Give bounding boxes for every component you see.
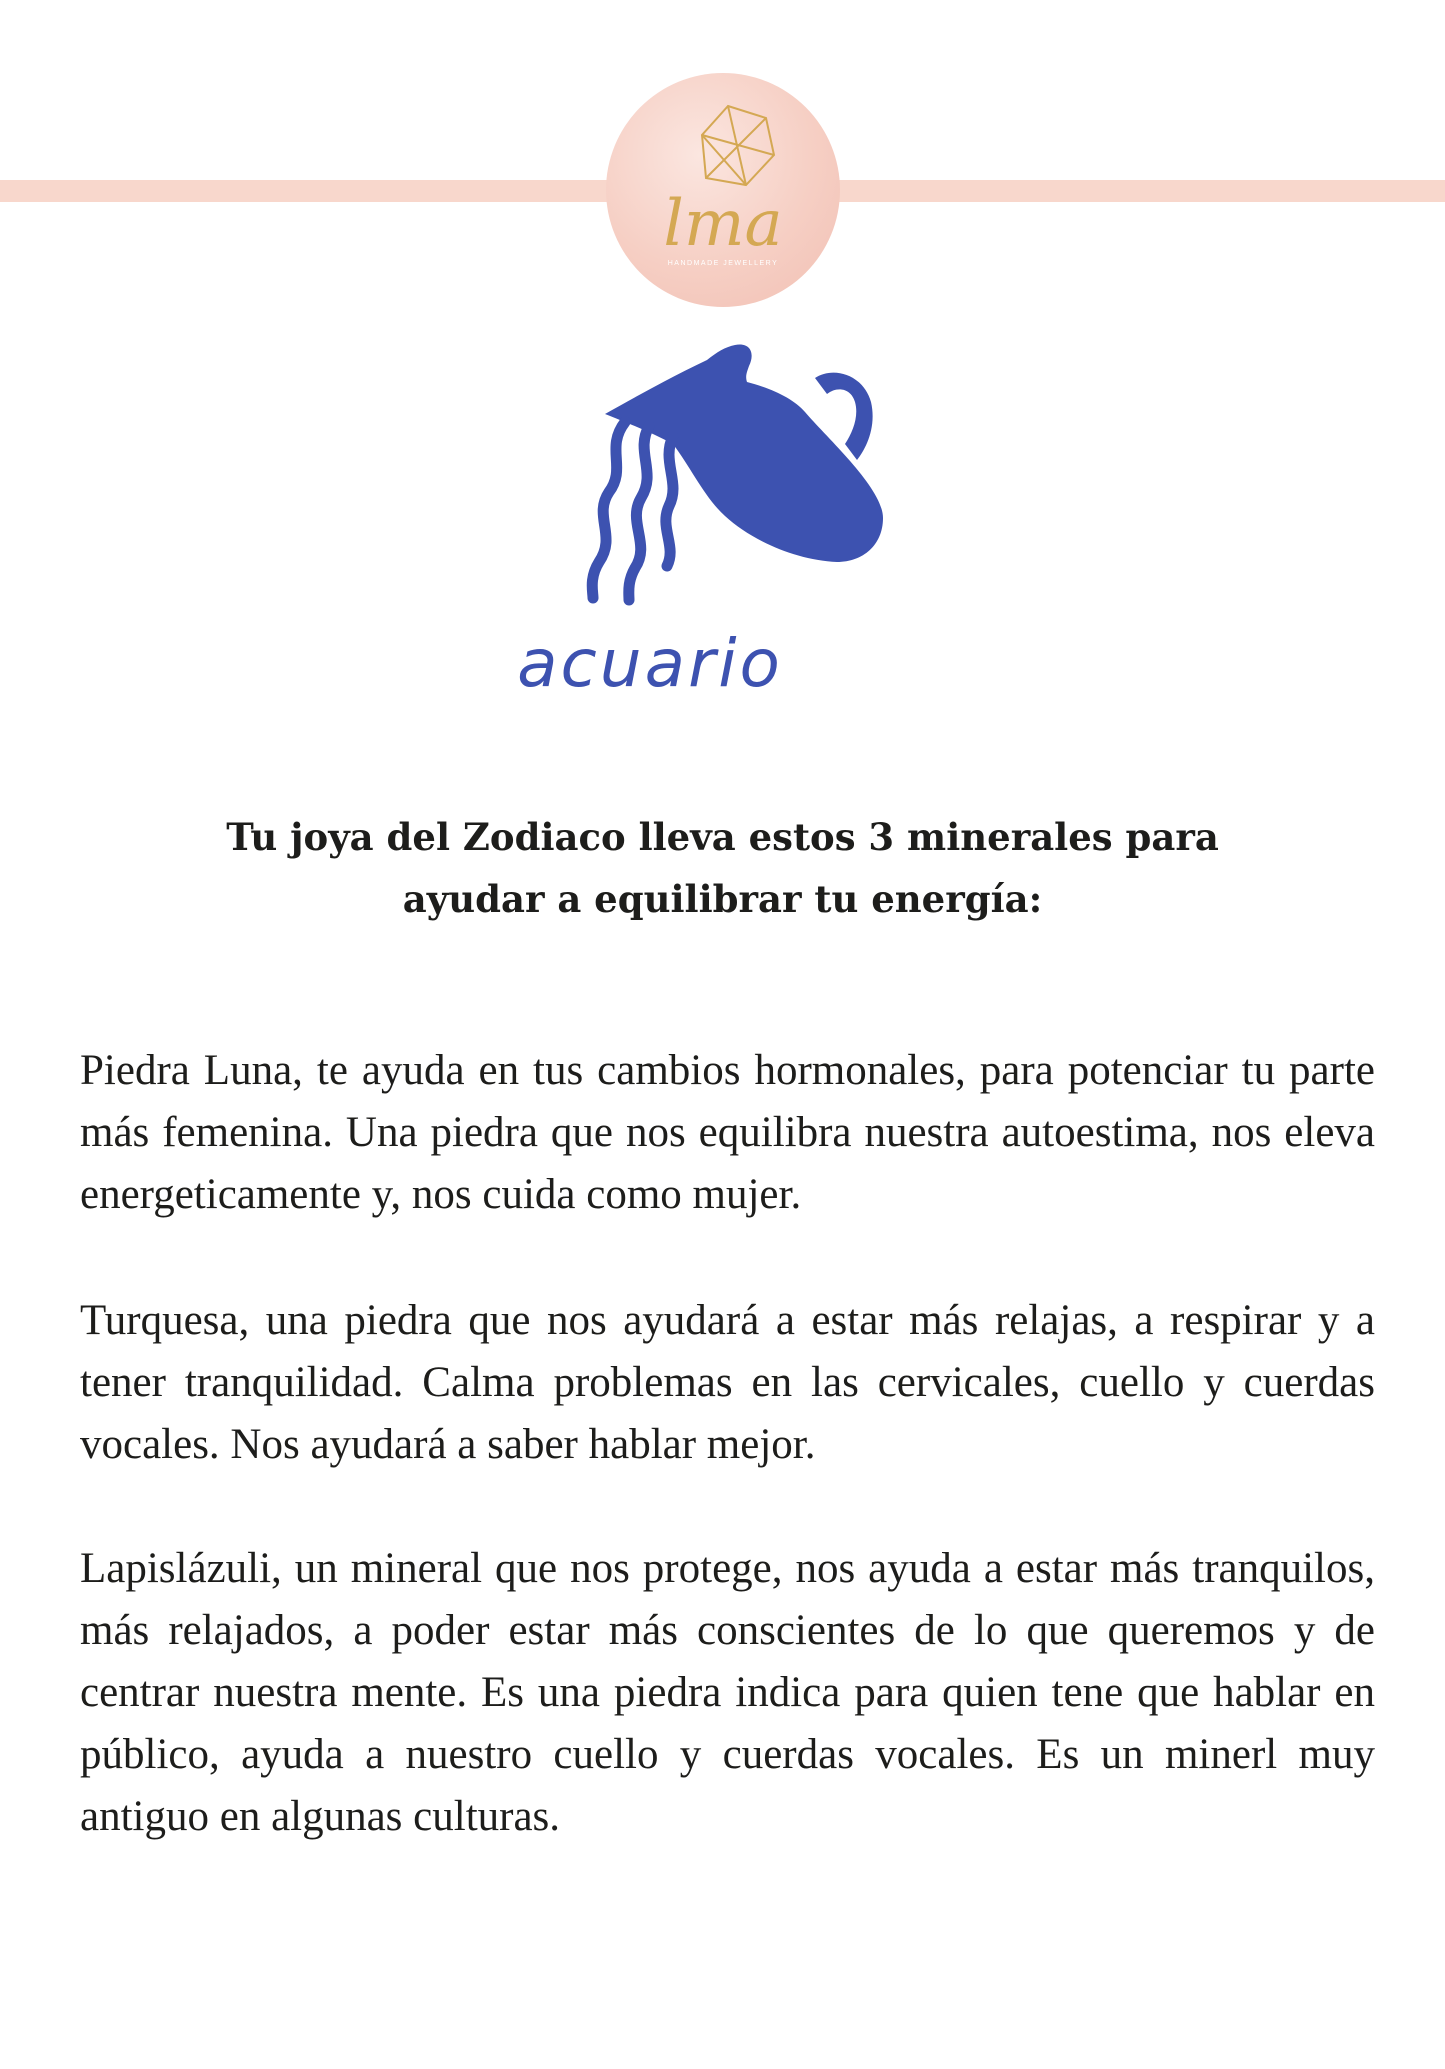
paragraph-piedra-luna: Piedra Luna, te ayuda en tus cambios hormonales, para potenciar tu parte más femenina. Una piedra que nos equilibra nuestra autoestima, nos eleva energeticamente y, nos cuida como mujer.	[80, 1047, 1375, 1218]
brand-logo	[606, 73, 840, 307]
zodiac-sign-name: acuario	[517, 625, 783, 702]
lma-script-logo	[606, 73, 840, 307]
paragraph-lapislazuli: Lapislázuli, un mineral que nos protege, nos ayuda a estar más tranquilos, más relajados, a poder estar más conscientes de lo que queremos y de centrar nuestra mente. Es una piedra indica para quien tene que hablar en público, ayuda a nuestro cuello y cuerdas vocales. Es un minerl muy antiguo en algunas culturas.	[80, 1545, 1375, 1840]
svg-text:lma: lma	[663, 187, 783, 261]
page-heading: Tu joya del Zodiaco lleva estos 3 minerales para ayudar a equilibrar tu energía:	[226, 815, 1219, 921]
aquarius-water-jug-icon	[565, 340, 895, 610]
logo-tagline: HANDMADE JEWELLERY	[667, 260, 779, 267]
paragraph-turquesa: Turquesa, una piedra que nos ayudará a estar más relajas, a respirar y a tener tranquilidad. Calma problemas en las cervicales, cuello y cuerdas vocales. Nos ayudará a saber hablar mejor.	[80, 1297, 1375, 1468]
